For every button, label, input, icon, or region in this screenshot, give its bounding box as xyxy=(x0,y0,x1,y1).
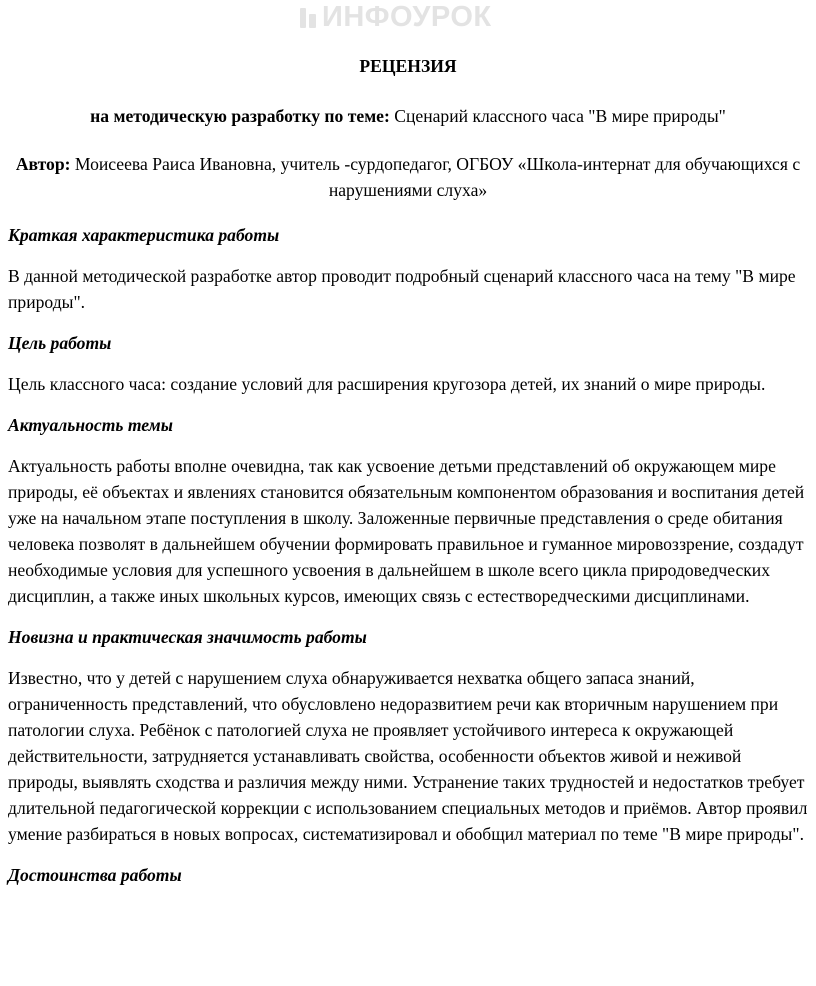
topic-label: на методическую разработку по теме: xyxy=(90,106,390,126)
watermark-text: ИНФОУРОК xyxy=(322,0,492,33)
section-text-relevance: Актуальность работы вполне очевидна, так как усвоение детьми представлений об окружающем мире природы, её объектах и явлениях становится обязательным компонентом образования и воспитания детей уже на начальном этапе поступления в школу. Заложенные первичные представления о среде обитания человека позволят в дальнейшем обучении формировать правильное и гуманное мировоззрение, создадут необходимые условия для успешного усвоения в дальнейшем в школе всего цикла природоведческих дисциплин, а также иных школьных курсов, имеющих связь с естестворедческими дисциплинами. xyxy=(8,456,805,606)
section-text-novelty: Известно, что у детей с нарушением слуха обнаруживается нехватка общего запаса знаний, ограниченность представлений, что обусловлено недоразвитием речи как вторичным нарушением при патологии слуха. Ребёнок с патологией слуха не проявляет устойчивого интереса к окружающей действительности, затрудняется устанавливать свойства, особенности объектов живой и неживой природы, выявлять сходства и различия между ними. Устранение таких трудностей и недостатков требует длительной педагогической коррекции с использованием специальных методов и приёмов. Автор проявил умение разбираться в новых вопросах, систематизировал и обобщил материал по теме "В мире природы". xyxy=(8,668,808,844)
document-title: РЕЦЕНЗИЯ xyxy=(359,56,457,76)
section-heading-relevance: Актуальность темы xyxy=(8,415,173,435)
section-heading-novelty: Новизна и практическая значимость работы xyxy=(8,627,367,647)
topic-value: Сценарий классного часа "В мире природы" xyxy=(389,106,726,126)
section-heading-merits: Достоинства работы xyxy=(8,865,182,885)
section-heading-summary: Краткая характеристика работы xyxy=(8,225,280,245)
author-label: Автор: xyxy=(15,154,71,174)
review-document xyxy=(8,53,808,903)
author-value: Моисеева Раиса Ивановна, учитель -сурдопедагог, ОГБОУ «Школа-интернат для обучающихся с нарушениями слуха» xyxy=(70,154,801,200)
topic-line xyxy=(8,103,808,129)
infourok-logo-icon xyxy=(298,4,320,30)
watermark-logo xyxy=(298,0,528,34)
section-text-summary: В данной методической разработке автор проводит подробный сценарий классного часа на тему "В мире природы". xyxy=(8,266,796,312)
author-line xyxy=(8,151,808,203)
section-heading-goal: Цель работы xyxy=(8,333,112,353)
section-text-goal: Цель классного часа: создание условий для расширения кругозора детей, их знаний о мире природы. xyxy=(8,374,766,394)
